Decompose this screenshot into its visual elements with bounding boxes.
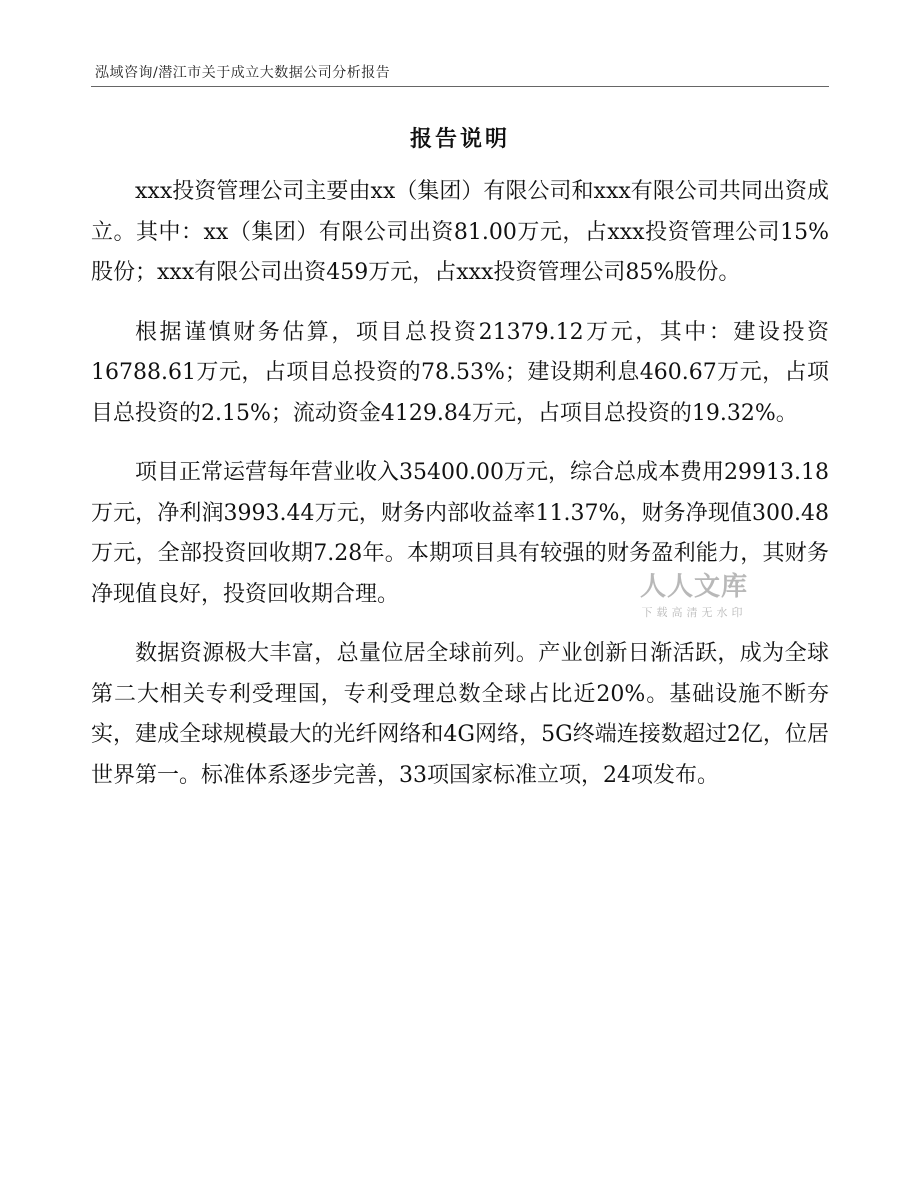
paragraph-shareholders: xxx投资管理公司主要由xx（集团）有限公司和xxx有限公司共同出资成立。其中：xx（集团）有限公司出资81.00万元，占xxx投资管理公司15%股份；xxx有限公司出资459万元，占xxx投资管理公司85%股份。	[91, 179, 829, 285]
watermark-title: 人人文库	[640, 572, 749, 602]
paragraph-financials: 项目正常运营每年营业收入35400.00万元，综合总成本费用29913.18万元，净利润3993.44万元，财务内部收益率11.37%，财务净现值300.48万元，全部投资回收期7.28年。本期项目具有较强的财务盈利能力，其财务净现值良好，投资回收期合理。	[91, 460, 829, 607]
paragraph-investment: 根据谨慎财务估算，项目总投资21379.12万元，其中：建设投资16788.61万元，占项目总投资的78.53%；建设期利息460.67万元，占项目总投资的2.15%；流动资金4129.84万元，占项目总投资的19.32%。	[91, 319, 829, 426]
document-body	[91, 172, 829, 796]
page-title: 报告说明	[409, 126, 510, 152]
paragraph-industry: 数据资源极大丰富，总量位居全球前列。产业创新日渐活跃，成为全球第二大相关专利受理国，专利受理总数全球占比近20%。基础设施不断夯实，建成全球规模最大的光纤网络和4G网络，5G终端连接数超过2亿，位居世界第一。标准体系逐步完善，33项国家标准立项，24项发布。	[91, 641, 829, 788]
header-divider	[91, 86, 829, 87]
watermark	[640, 566, 748, 620]
running-header: 泓域咨询/潜江市关于成立大数据公司分析报告	[95, 65, 391, 81]
watermark-subtitle: 下载高清无水印	[641, 606, 747, 619]
